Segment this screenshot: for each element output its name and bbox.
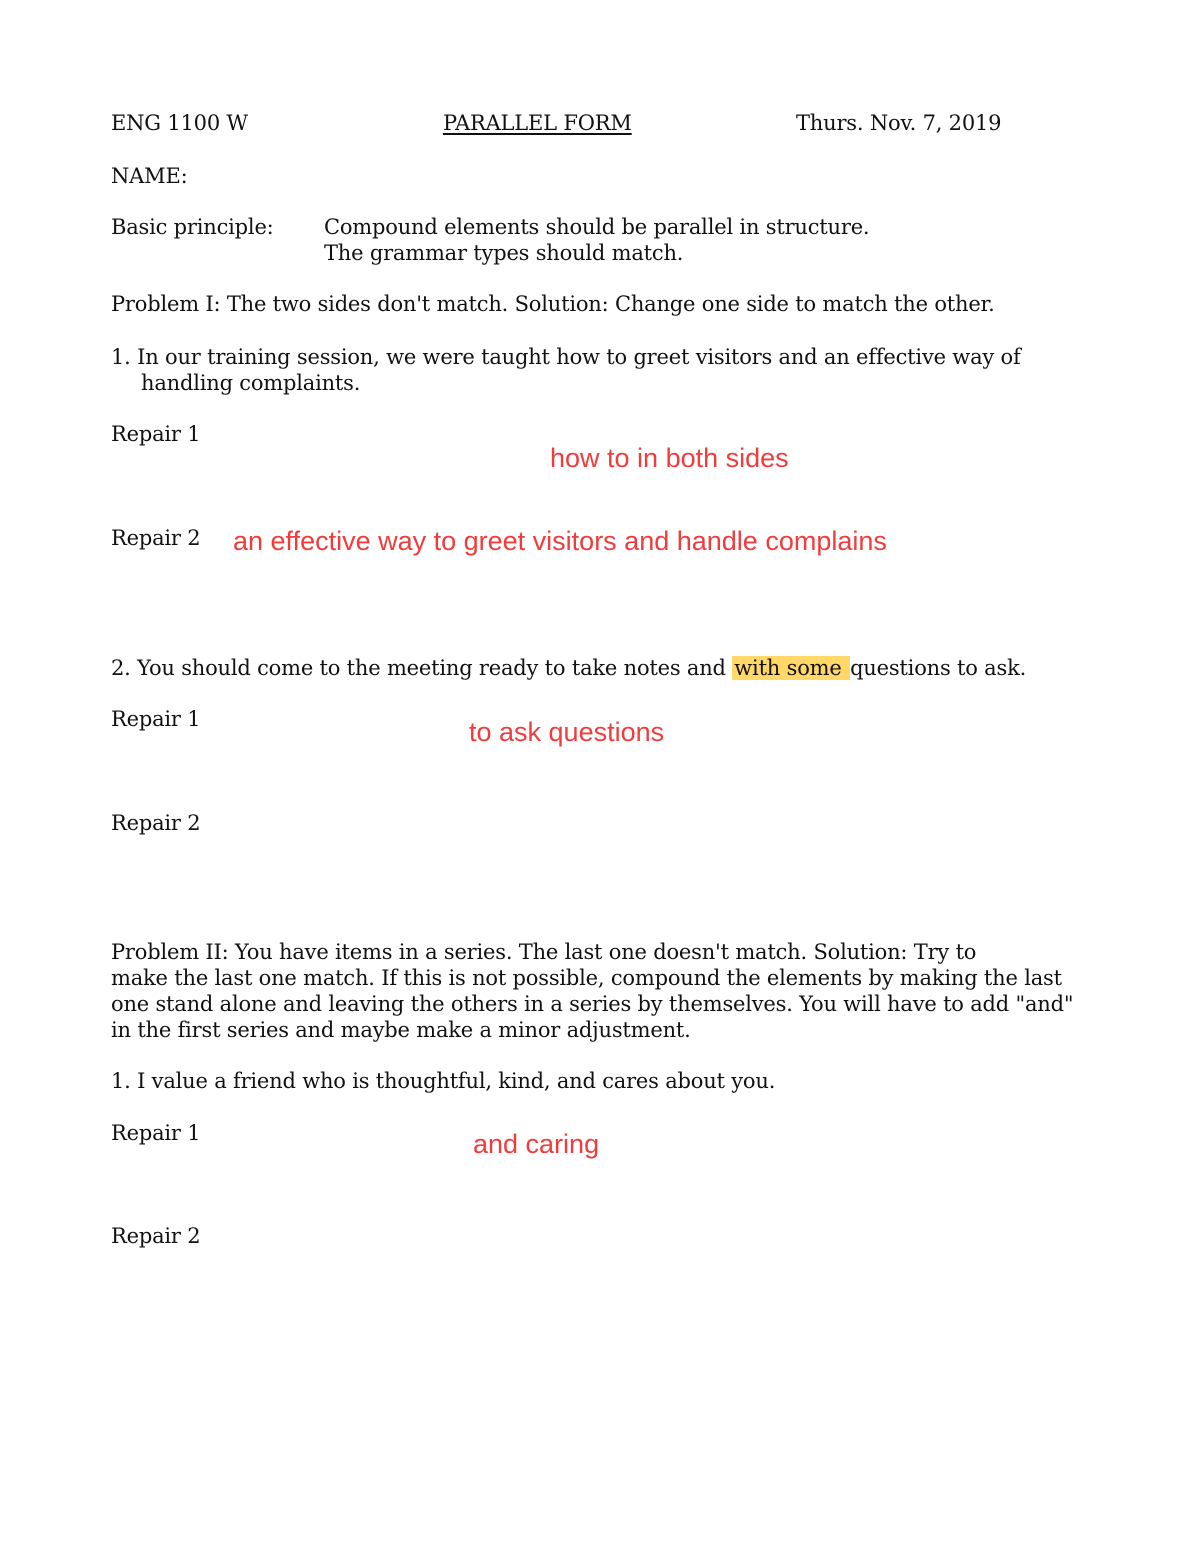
handwritten-annotation: an effective way to greet visitors and handle complains [233,526,887,556]
repair-2-label: Repair 2 [111,811,201,835]
course-code: ENG 1100 W [111,111,248,135]
repair-2-label: Repair 2 [111,1224,201,1248]
item-2-text-after: questions to ask. [850,656,1027,680]
handwritten-annotation: how to in both sides [550,443,789,473]
repair-1-label: Repair 1 [111,1121,201,1145]
document-title: PARALLEL FORM [443,111,632,135]
document-date: Thurs. Nov. 7, 2019 [796,111,1002,135]
principle-label: Basic principle: [111,215,274,239]
problem-2-line-1: Problem II: You have items in a series. The last one doesn't match. Solution: Try to [111,940,977,964]
highlighted-text: with some [734,656,849,680]
handwritten-annotation: and caring [473,1129,600,1159]
repair-2-label: Repair 2 [111,526,201,550]
problem-1-item-2 [111,655,1026,681]
problem-2-line-2: make the last one match. If this is not possible, compound the elements by making the last [111,966,1062,990]
problem-2-item-1: 1. I value a friend who is thoughtful, kind, and cares about you. [111,1069,776,1093]
repair-1-label: Repair 1 [111,707,201,731]
repair-1-label: Repair 1 [111,422,201,446]
problem-1-item-1-line-1: 1. In our training session, we were taught how to greet visitors and an effective way of [111,345,1021,369]
problem-2-line-4: in the first series and maybe make a minor adjustment. [111,1018,691,1042]
item-2-text-before: 2. You should come to the meeting ready to take notes and [111,656,733,680]
problem-1-statement: Problem I: The two sides don't match. Solution: Change one side to match the other. [111,292,995,316]
principle-line-1: Compound elements should be parallel in structure. [324,215,870,239]
name-label: NAME: [111,164,188,188]
handwritten-annotation: to ask questions [469,717,665,747]
problem-2-line-3: one stand alone and leaving the others in a series by themselves. You will have to add "and" [111,992,1074,1016]
problem-1-item-1-line-2: handling complaints. [141,371,361,395]
principle-line-2: The grammar types should match. [324,241,684,265]
